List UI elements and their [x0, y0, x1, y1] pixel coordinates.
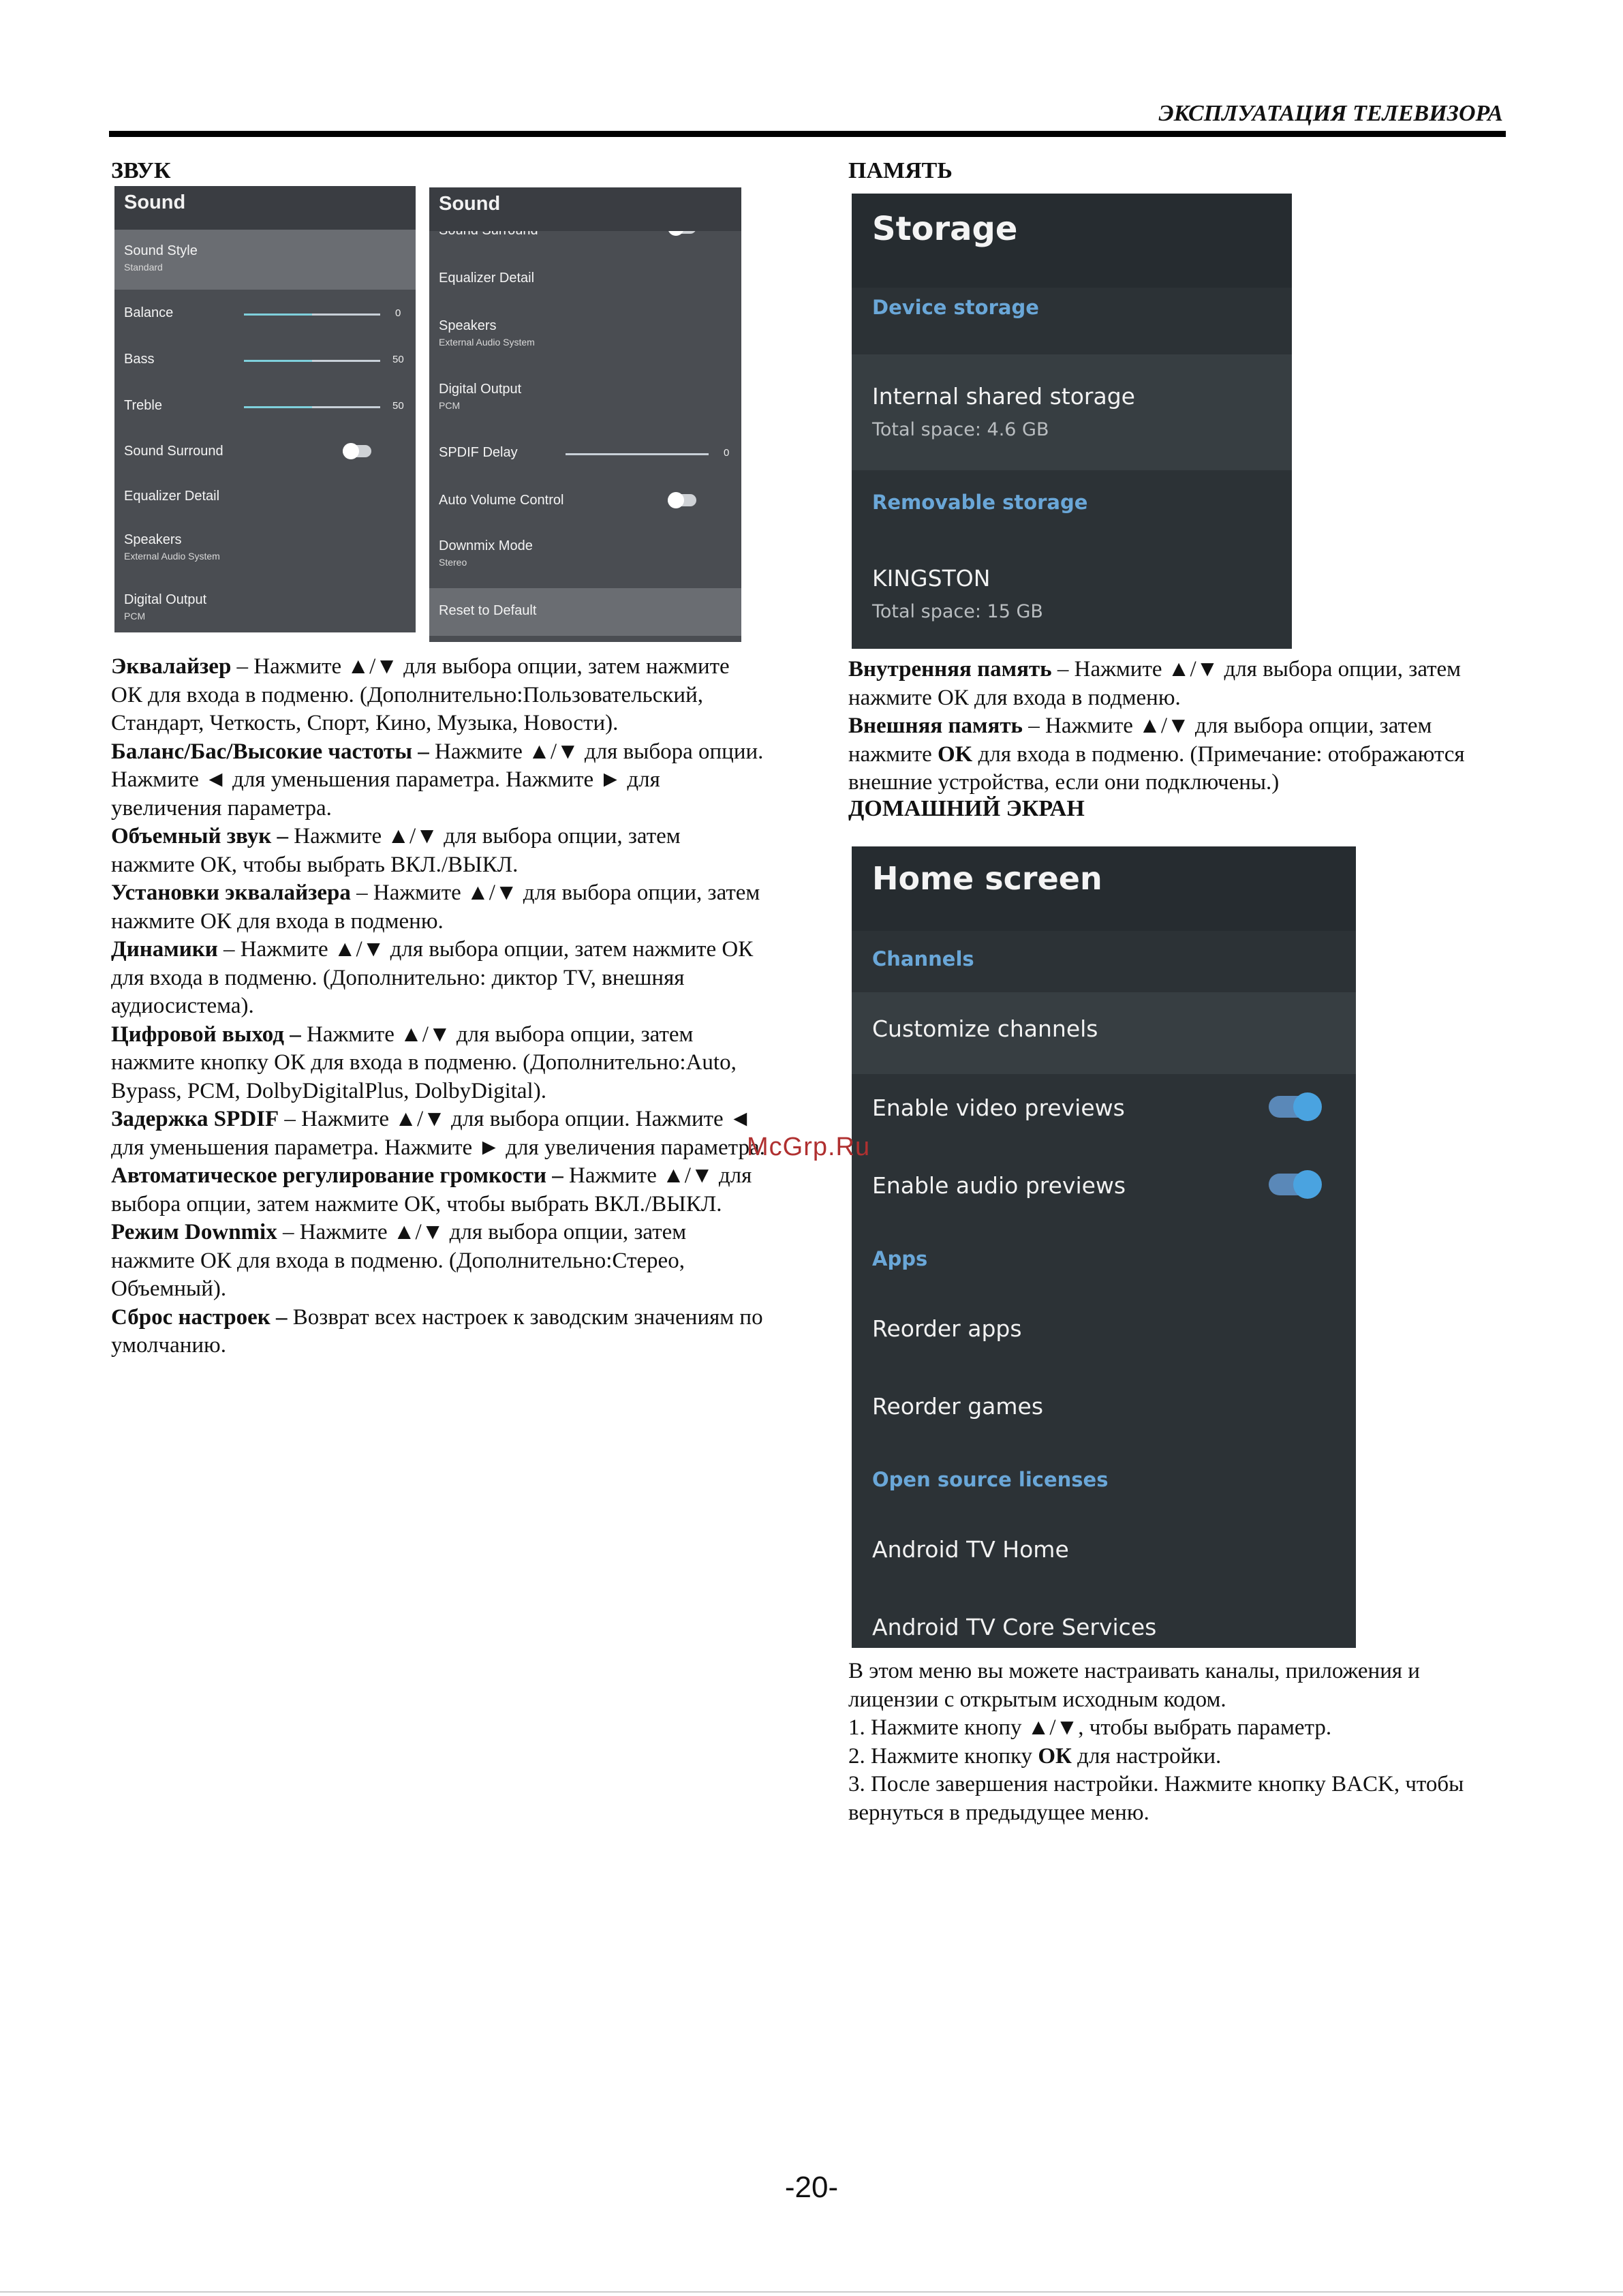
menu-item-downmix-mode[interactable]	[429, 538, 741, 579]
menu-item-value: External Audio System	[124, 551, 220, 562]
menu-item-bass[interactable]	[114, 352, 416, 379]
enable-audio-previews-label: Enable audio previews	[872, 1172, 1126, 1199]
internal-storage-label: Internal shared storage	[872, 383, 1135, 410]
bass-value: 50	[392, 354, 404, 365]
category-label: Device storage	[872, 296, 1039, 319]
category-label: Channels	[872, 947, 974, 970]
android-tv-core-services-item[interactable]	[852, 1614, 1356, 1648]
menu-item-spdif-delay[interactable]	[429, 445, 741, 472]
slider-fill	[244, 360, 312, 362]
paragraph-equalizer-settings: Установки эквалайзера – Нажмите ▲/▼ для выбора опции, затем нажмите ОК для входа в подменю.	[111, 881, 760, 934]
category-label: Open source licenses	[872, 1468, 1109, 1491]
home-screen-title: Home screen	[872, 860, 1102, 897]
menu-item-digital-output[interactable]	[114, 592, 416, 632]
menu-item-label: Equalizer Detail	[124, 489, 220, 504]
paragraph-auto-volume: Автоматическое регулирование громкости – Нажмите ▲/▼ для выбора опции, затем нажмите ОК, чтобы выбрать ВКЛ./ВЫКЛ.	[111, 1163, 752, 1216]
sound-surround-toggle[interactable]	[343, 445, 371, 457]
spdif-delay-value: 0	[724, 447, 730, 459]
paragraph-external-memory: Внешняя память – Нажмите ▲/▼ для выбора опции, затем нажмите OK для входа в подменю. (Примечание: отображаются внешние устройства, если они подключены.)	[848, 714, 1465, 795]
home-intro: В этом меню вы можете настраивать каналы, приложения и лицензии с открытым исходным кодом.	[848, 1659, 1420, 1712]
sound-menu-screenshot-2	[429, 187, 741, 642]
memory-description	[848, 656, 1502, 797]
menu-item-label: Downmix Mode	[439, 538, 533, 553]
toggle-knob	[1293, 1092, 1322, 1121]
menu-item-sound-style[interactable]	[114, 230, 416, 290]
reorder-games-item[interactable]	[852, 1393, 1356, 1441]
menu-item-value: PCM	[124, 611, 146, 622]
balance-value: 0	[395, 307, 401, 319]
channels-category	[852, 947, 1356, 981]
menu-item-equalizer-detail[interactable]	[114, 489, 416, 516]
menu-item-label: Speakers	[439, 318, 497, 333]
menu-item-equalizer-detail[interactable]	[429, 271, 741, 298]
treble-slider[interactable]	[244, 406, 380, 408]
menu-item-digital-output[interactable]	[429, 382, 741, 423]
home-screen-description	[848, 1657, 1502, 1827]
storage-menu-screenshot	[852, 194, 1292, 649]
paragraph-digital-output: Цифровой выход – Нажмите ▲/▼ для выбора опции, затем нажмите кнопку ОК для входа в подменю. (Дополнительно:Auto, Bypass, PCM, DolbyDigitalPlus, DolbyDigital).	[111, 1022, 737, 1103]
menu-item-label: Bass	[124, 352, 155, 367]
menu-item-label: Treble	[124, 398, 162, 413]
enable-video-previews-item[interactable]	[852, 1095, 1356, 1142]
android-tv-home-item[interactable]	[852, 1536, 1356, 1584]
internal-storage-space: Total space: 4.6 GB	[872, 419, 1049, 440]
apps-category	[852, 1247, 1356, 1281]
menu-item-sound-surround[interactable]	[114, 444, 416, 471]
storage-title: Storage	[872, 210, 1018, 248]
menu-item-value: PCM	[439, 400, 461, 411]
menu-item-label: Sound Style	[124, 243, 198, 258]
memory-section-title: ПАМЯТЬ	[848, 158, 953, 183]
slider-fill	[244, 313, 312, 316]
usb-storage-label: KINGSTON	[872, 565, 991, 592]
menu-item-treble[interactable]	[114, 398, 416, 425]
home-step-1: 1. Нажмите кнопу ▲/▼, чтобы выбрать параметр.	[848, 1715, 1332, 1740]
sound-section-title: ЗВУК	[111, 158, 171, 183]
balance-slider[interactable]	[244, 313, 380, 316]
paragraph-speakers: Динамики – Нажмите ▲/▼ для выбора опции, затем нажмите ОК для входа в подменю. (Дополнительно: диктор TV, внешняя аудиосистема).	[111, 937, 754, 1018]
sound-description	[111, 653, 765, 1360]
enable-video-previews-label: Enable video previews	[872, 1095, 1125, 1121]
menu-item-label: Digital Output	[124, 592, 207, 607]
paragraph-reset: Сброс настроек – Возврат всех настроек к заводским значениям по умолчанию.	[111, 1304, 763, 1358]
menu-item-value: Stereo	[439, 557, 467, 568]
menu-item-label: Reset to Default	[439, 603, 537, 618]
paragraph-equalizer: Эквалайзер – Нажмите ▲/▼ для выбора опции, затем нажмите ОК для входа в подменю. (Дополнительно:Пользовательский, Стандарт, Четкость, Спорт, Кино, Музыка, Новости).	[111, 654, 730, 735]
home-section-title: ДОМАШНИЙ ЭКРАН	[848, 796, 1085, 821]
menu-item-balance[interactable]	[114, 305, 416, 333]
audio-previews-toggle[interactable]	[1269, 1174, 1319, 1195]
menu-item-auto-volume-control[interactable]	[429, 493, 741, 520]
home-screen-header	[852, 846, 1356, 931]
menu-item-speakers[interactable]	[114, 532, 416, 573]
menu-item-label: Equalizer Detail	[439, 271, 535, 286]
page-header-title: ЭКСПЛУАТАЦИЯ ТЕЛЕВИЗОРА	[1158, 101, 1503, 126]
device-storage-category	[852, 296, 1292, 337]
android-tv-core-services-label: Android TV Core Services	[872, 1614, 1157, 1640]
bass-slider[interactable]	[244, 360, 380, 362]
home-step-2: 2. Нажмите кнопку ОК для настройки.	[848, 1743, 1222, 1769]
auto-volume-toggle[interactable]	[668, 494, 696, 506]
page-number: -20-	[784, 2171, 839, 2204]
menu-item-label: Sound Surround	[124, 444, 223, 459]
menu-item-label: Auto Volume Control	[439, 493, 564, 508]
toggle-knob	[1293, 1170, 1322, 1199]
paragraph-downmix: Режим Downmix – Нажмите ▲/▼ для выбора опции, затем нажмите ОК для входа в подменю. (Дополнительно:Стерео, Объемный).	[111, 1220, 687, 1301]
spdif-delay-slider[interactable]	[566, 453, 709, 455]
category-label: Removable storage	[872, 491, 1088, 514]
usb-storage-item[interactable]	[852, 565, 1292, 647]
treble-value: 50	[392, 400, 404, 412]
menu-item-label: Speakers	[124, 532, 182, 547]
paragraph-internal-memory: Внутренняя память – Нажмите ▲/▼ для выбора опции, затем нажмите ОК для входа в подменю.	[848, 657, 1462, 710]
paragraph-spdif-delay: Задержка SPDIF – Нажмите ▲/▼ для выбора опции. Нажмите ◄ для уменьшения параметра. Нажмите ► для увеличения параметра.	[111, 1107, 765, 1160]
menu-item-value: Standard	[124, 262, 163, 273]
slider-fill	[244, 406, 312, 408]
storage-header	[852, 194, 1292, 288]
enable-audio-previews-item[interactable]	[852, 1172, 1356, 1220]
menu-item-value: External Audio System	[439, 337, 535, 348]
open-source-licenses-category	[852, 1468, 1356, 1502]
home-screen-menu-screenshot	[852, 846, 1356, 1648]
toggle-knob	[343, 443, 359, 459]
reorder-apps-item[interactable]	[852, 1315, 1356, 1363]
reorder-apps-label: Reorder apps	[872, 1315, 1022, 1342]
customize-channels-label: Customize channels	[872, 1015, 1098, 1042]
sound-menu-title: Sound	[429, 187, 741, 231]
footer-rule	[0, 2291, 1623, 2293]
usb-storage-space: Total space: 15 GB	[872, 601, 1043, 622]
removable-storage-category	[852, 491, 1292, 532]
paragraph-surround: Объемный звук – Нажмите ▲/▼ для выбора опции, затем нажмите ОК, чтобы выбрать ВКЛ./ВЫКЛ.	[111, 824, 681, 877]
watermark: McGrp.Ru	[747, 1133, 871, 1161]
menu-item-speakers[interactable]	[429, 318, 741, 359]
toggle-knob	[668, 492, 684, 508]
reorder-games-label: Reorder games	[872, 1393, 1044, 1420]
home-step-3: 3. После завершения настройки. Нажмите кнопку BACK, чтобы вернуться в предыдущее меню.	[848, 1772, 1464, 1825]
android-tv-home-label: Android TV Home	[872, 1536, 1069, 1563]
customize-channels-item[interactable]	[852, 992, 1356, 1074]
category-label: Apps	[872, 1247, 928, 1270]
paragraph-balance: Баланс/Бас/Высокие частоты – Нажмите ▲/▼ для выбора опции. Нажмите ◄ для уменьшения параметра. Нажмите ► для увеличения параметра.	[111, 739, 764, 821]
internal-storage-item[interactable]	[852, 354, 1292, 470]
sound-menu-screenshot-1	[114, 186, 416, 632]
sound-menu-title: Sound	[114, 186, 416, 230]
menu-item-label: Balance	[124, 305, 174, 320]
menu-item-label: Digital Output	[439, 382, 522, 397]
video-previews-toggle[interactable]	[1269, 1096, 1319, 1118]
menu-item-label: SPDIF Delay	[439, 445, 518, 460]
menu-item-reset-to-default[interactable]	[429, 588, 741, 636]
header-rule	[109, 131, 1506, 137]
